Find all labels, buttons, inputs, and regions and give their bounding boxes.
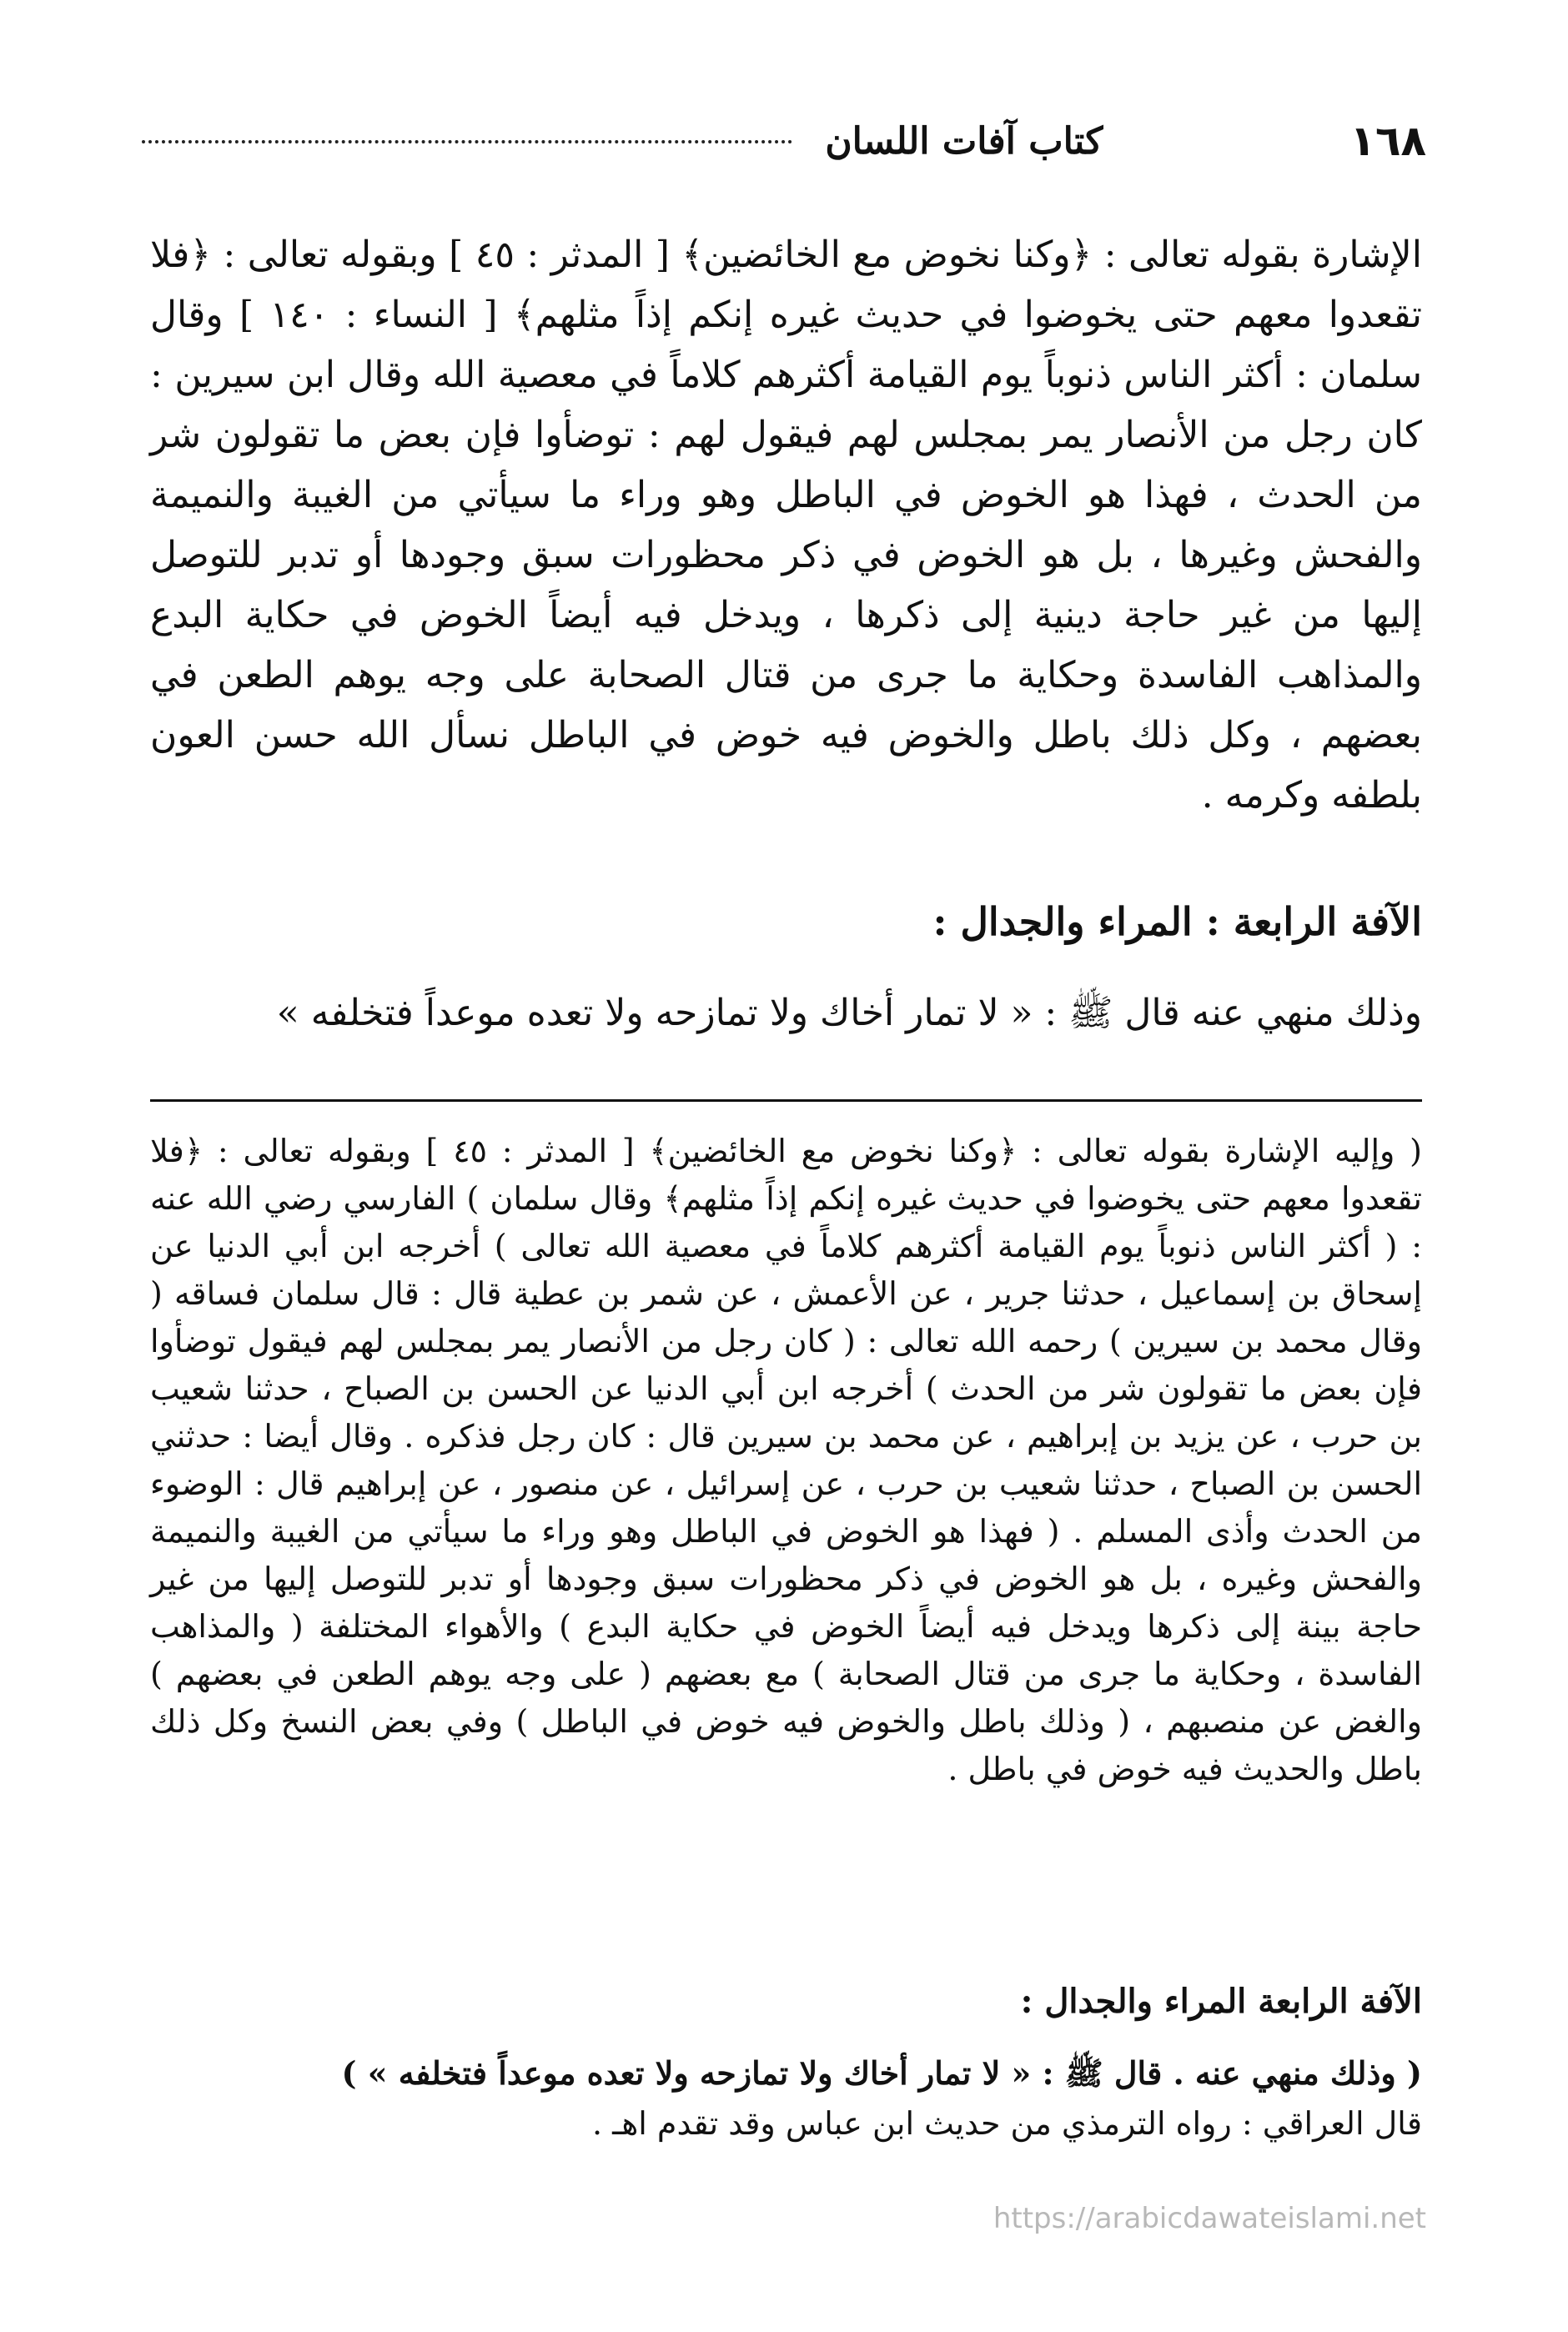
running-title: كتاب آفات اللسان [825,120,1103,163]
main-text [150,225,1422,826]
running-title-group [142,120,1103,163]
leader-dots [142,140,792,143]
page-number: ١٦٨ [1349,117,1426,165]
footnote-source: قال العراقي : رواه الترمذي من حديث ابن عباس وقد تقدم اهـ . [591,2105,1422,2142]
footnote-heading: الآفة الرابعة المراء والجدال : [1020,1982,1422,2021]
footnote-divider [150,1099,1422,1102]
footnote-commentary [150,1128,1422,1793]
footnote-hadith: ( وذلك منهي عنه . قال ﷺ : « لا تمار أخاك ولا تمازحه ولا تعده موعداً فتخلفه » ) [341,2054,1422,2092]
section-body: وذلك منهي عنه قال ﷺ : « لا تمار أخاك ولا تمازحه ولا تعده موعداً فتخلفه » [276,992,1422,1034]
footnote-tail [150,2048,1422,2149]
watermark-url: https://arabicdawateislami.net [993,2202,1426,2235]
page-header [142,117,1426,183]
main-paragraph: الإشارة بقوله تعالى : ﴿وكنا نخوض مع الخائضين﴾ [ المدثر : ٤٥ ] وبقوله تعالى : ﴿فلا تقعدوا معهم حتى يخوضوا في حديث غيره إنكم إذاً مثلهم﴾ [ النساء : ١٤٠ ] وقال سلمان : أكثر الناس ذنوباً يوم القيامة أكثرهم كلاماً في معصية الله وقال ابن سيرين : كان رجل من الأنصار يمر بمجلس لهم فيقول لهم : توضأوا فإن بعض ما تقولون شر من الحدث ، فهذا هو الخوض في الباطل وهو وراء ما سيأتي من الغيبة والنميمة والفحش وغيرها ، بل هو الخوض في ذكر محظورات سبق وجودها أو تدبر للتوصل إليها من غير حاجة دينية إلى ذكرها ، ويدخل فيه أيضاً الخوض في حكاية البدع والمذاهب الفاسدة وحكاية ما جرى من قتال الصحابة على وجه يوهم الطعن في بعضهم ، وكل ذلك باطل والخوض فيه خوض في الباطل نسأل الله حسن العون بلطفه وكرمه . [150,234,1422,817]
footnote-paragraph: ( وإليه الإشارة بقوله تعالى : ﴿وكنا نخوض مع الخائضين﴾ [ المدثر : ٤٥ ] وبقوله تعالى : ﴿فلا تقعدوا معهم حتى يخوضوا في حديث غيره إنكم إذاً مثلهم﴾ وقال سلمان ) الفارسي رضي الله عنه : ( أكثر الناس ذنوباً يوم القيامة أكثرهم كلاماً في معصية الله تعالى ) أخرجه ابن أبي الدنيا عن إسحاق بن إسماعيل ، حدثنا جرير ، عن الأعمش ، عن شمر بن عطية قال : قال سلمان فساقه ( وقال محمد بن سيرين ) رحمه الله تعالى : ( كان رجل من الأنصار يمر بمجلس لهم فيقول توضأوا فإن بعض ما تقولون شر من الحدث ) أخرجه ابن أبي الدنيا عن الحسن بن الصباح ، حدثنا شعيب بن حرب ، عن يزيد بن إبراهيم ، عن محمد بن سيرين قال : كان رجل فذكره . وقال أيضا : حدثني الحسن بن الصباح ، حدثنا شعيب بن حرب ، عن إسرائيل ، عن منصور ، عن إبراهيم قال : الوضوء من الحدث وأذى المسلم . ( فهذا هو الخوض في الباطل وهو وراء ما سيأتي من الغيبة والنميمة والفحش وغيره ، بل هو الخوض في ذكر محظورات سبق وجودها أو تدبر للتوصل إليها من غير حاجة بينة إلى ذكرها ويدخل فيه أيضاً الخوض في حكاية البدع ) والأهواء المختلفة ( والمذاهب الفاسدة ، وحكاية ما جرى من قتال الصحابة ) مع بعضهم ( على وجه يوهم الطعن في بعضهم ) والغض عن منصبهم ، ( وذلك باطل والخوض فيه خوض في الباطل ) وفي بعض النسخ وكل ذلك باطل والحديث فيه خوض في باطل . [150,1133,1422,1787]
section-heading: الآفة الرابعة : المراء والجدال : [932,899,1422,944]
